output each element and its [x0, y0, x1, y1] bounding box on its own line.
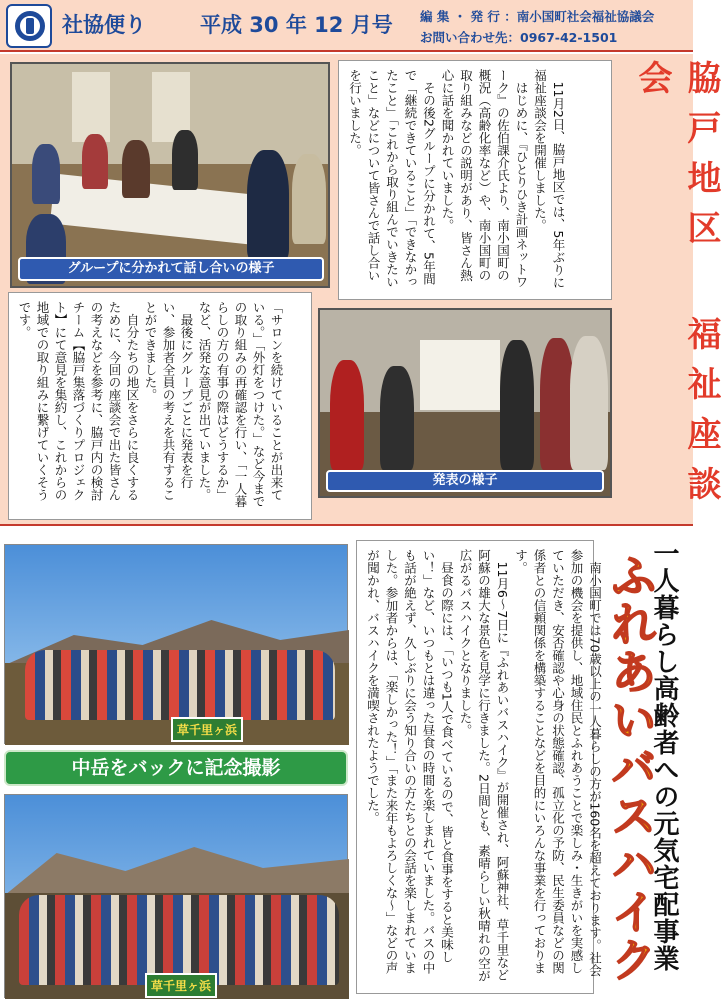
article2-box — [8, 292, 312, 520]
participant — [330, 360, 364, 470]
participant — [540, 338, 574, 470]
group-discussion-photo — [10, 62, 330, 288]
participant — [32, 144, 60, 204]
place-sign-1: 草千里ヶ浜 — [171, 717, 243, 742]
crowd — [25, 650, 335, 720]
shoji-panel — [72, 72, 110, 142]
logo-bar-icon — [26, 18, 34, 34]
presentation-photo — [318, 308, 612, 498]
participant — [380, 366, 414, 470]
article2-text: 「サロンを続けていることが出来ている。」「外灯をつけた。」など今までの取り組みの再確認を行い、「一人暮らしの方の有事の際はどうするか」など、活発な意見が出ていました。 最後にグループごとに発表を行い、参加者全員の考えを共有することができました。 自分たちの地区をさらに良くするために、今回の座談会で出た皆さんの考えなどを参考に、脇戸内の検討チーム【脇戸集落づくりプロジェクト】にて意見を集約し、これからの地域での取り組みに繋げていくそうです。 — [17, 301, 284, 508]
participant — [172, 130, 198, 190]
bus-hike-article-text: 南小国町では70歳以上の一人暮らしの方が160名を超えております。社会参加の機会を提供し、地域住民とふれあうことで楽しみ・生きがいを実感していただき、安否確認や心身の状態確認、孤立化の予防、民生委員などの関係者との信頼関係を構築することなどを目的にいろんな事業を行っております。 11月6〜7日に『ふれあいバスハイク』が開催され、阿蘇神社、草千里など阿蘇の雄大な景色を見学に行きました。2日間とも、素晴らしい秋晴れの空が広がるバスハイクとなりました。 昼食の際には、「いつも1人で食べているので、皆と食事をすると美味しい！」など、いつもとは違った昼食の時間を楽しまれていました。バスの中も話が絶えず、久しぶりに会う知り合いの方たちとの会話を楽しまれていました。参加者からは、「楽しかった！」「また来年もよろしくな〜」などの声が聞かれ、バスハイクを満喫されたようでした。 — [365, 549, 603, 982]
publisher: 編 集 ・ 発 行 ：南小国町社会福祉協議会 — [420, 9, 655, 24]
participant — [500, 340, 534, 470]
group-photo-2 — [4, 794, 348, 998]
participant — [82, 134, 108, 189]
participant — [570, 336, 608, 470]
issue-date: 平成 30 年 12 月号 — [200, 13, 393, 37]
bus-hike-title: ふれあいバスハイク — [604, 552, 658, 984]
logo — [6, 4, 52, 48]
place-sign-2: 草千里ヶ浜 — [145, 973, 217, 998]
mountain — [5, 835, 349, 895]
bus-hike-subtitle: 一人暮らし高齢者への元気宅配事業 — [649, 540, 679, 972]
lower-photos — [0, 532, 352, 1000]
participant — [247, 150, 289, 260]
participant — [122, 140, 150, 198]
header — [0, 0, 693, 52]
crowd — [19, 895, 339, 985]
group-photo-1 — [4, 544, 348, 744]
lower-photo-caption: 中岳をバックに記念撮影 — [4, 750, 348, 786]
presentation-board — [420, 340, 500, 410]
side-title-text: 脇戸地区 福祉座談会 — [632, 60, 721, 516]
contact-info: お問い合わせ先：0967-42-1501 — [420, 30, 618, 45]
article1-text: 11月2日、脇戸地区では、5年ぶりに福祉座談会を開催しました。 はじめに、『ひとりひき計画ネットワーク』の佐伯課介氏より、南小国町の概況（高齢化率など）や、南小国町の取り組みなどの説明があり、皆さん熱心に話を聞かれていました。 その後2グループに分かれて、5年間で「継続できていること」「できなかったこと」「これから取り組んでいきたいこと」などについて皆さんで話し合いを行いました。 — [347, 69, 566, 289]
article1-box — [338, 60, 612, 300]
photo1-caption: グループに分かれて話し合いの様子 — [18, 257, 324, 281]
section-divider — [0, 524, 693, 532]
newsletter-title: 社協便り — [62, 13, 146, 37]
photo2-caption: 発表の様子 — [326, 470, 604, 492]
participant — [292, 154, 326, 244]
bus-hike-article-box — [356, 540, 603, 994]
side-title — [618, 60, 721, 518]
